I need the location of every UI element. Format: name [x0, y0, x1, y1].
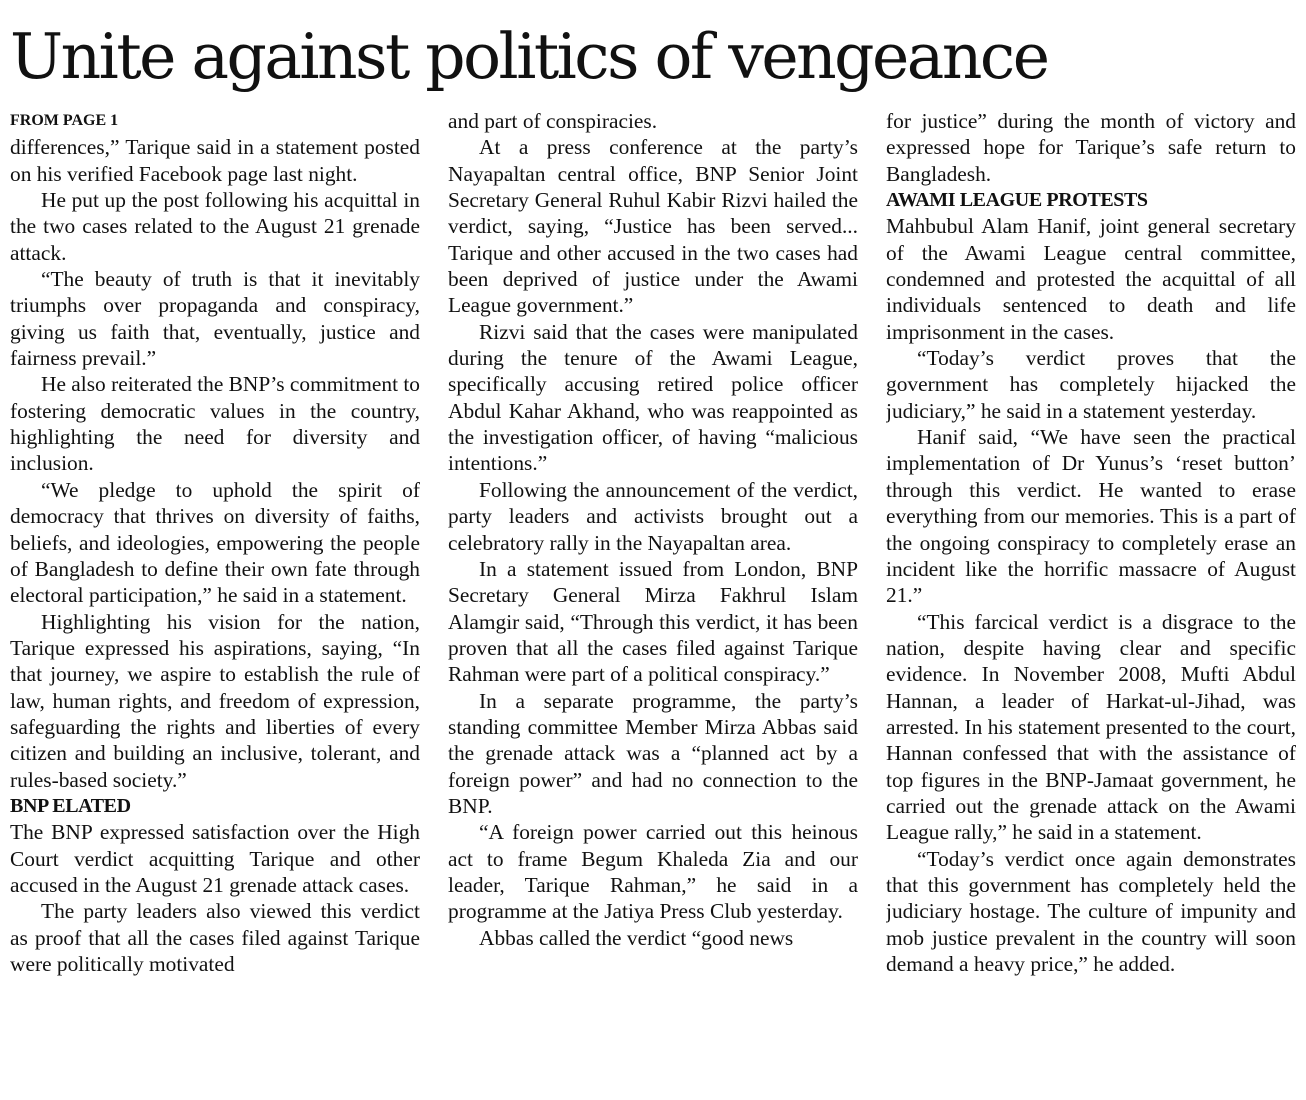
subheading-awami-league-protests: AWAMI LEAGUE PROTESTS: [886, 189, 1148, 212]
paragraph: At a press conference at the party’s Nayapaltan central office, BNP Senior Joint Secretary General Ruhul Kabir Rizvi hailed the verdict, saying, “Justice has been served... Tarique and other accused in the two cases had been deprived of justice under the Awami League government.”: [448, 135, 858, 318]
paragraph: Following the announcement of the verdict, party leaders and activists brought out a celebratory rally in the Nayapaltan area.: [448, 477, 858, 555]
paragraph: Highlighting his vision for the nation, Tarique expressed his aspirations, saying, “In that journey, we aspire to establish the rule of law, human rights, and freedom of expression, safeguarding the rights and liberties of every citizen and building an inclusive, tolerant, and rules-based society.”: [10, 609, 420, 792]
paragraph: for justice” during the month of victory and expressed hope for Tarique’s safe return to Bangladesh.: [886, 109, 1296, 186]
paragraph: The BNP expressed satisfaction over the High Court verdict acquitting Tarique and other accused in the August 21 grenade attack cases.: [10, 820, 420, 897]
article-column-2: [448, 108, 858, 1092]
paragraph: “Today’s verdict once again demonstrates that this government has completely held the judiciary hostage. The culture of impunity and mob justice prevalent in the country will soon demand a heavy price,” he added.: [886, 846, 1296, 976]
article-column-3: [886, 108, 1296, 1092]
headline: Unite against politics of vengeance: [10, 20, 1048, 93]
subheading-bnp-elated: BNP ELATED: [10, 794, 131, 817]
paragraph: “We pledge to uphold the spirit of democracy that thrives on diversity of faiths, beliefs, and ideologies, empowering the people of Bangladesh to define their own fate through electoral participation,” he said in a statement.: [10, 477, 420, 608]
paragraph: Mahbubul Alam Hanif, joint general secretary of the Awami League central committee, condemned and protested the acquittal of all individuals sentenced to death and life imprisonment in the cases.: [886, 214, 1296, 344]
paragraph: In a separate programme, the party’s standing committee Member Mirza Abbas said the grenade attack was a “planned act by a foreign power” and had no connection to the BNP.: [448, 688, 858, 818]
paragraph: Abbas called the verdict “good news: [479, 925, 794, 950]
paragraph: “The beauty of truth is that it inevitably triumphs over propaganda and conspiracy, giving us faith that, eventually, justice and fairness prevail.”: [10, 267, 420, 371]
paragraph: “A foreign power carried out this heinous act to frame Begum Khaleda Zia and our leader, Tarique Rahman,” he said in a programme at the Jatiya Press Club yesterday.: [448, 820, 858, 924]
jump-label: FROM PAGE 1: [10, 112, 119, 129]
paragraph: “This farcical verdict is a disgrace to the nation, despite having clear and specific evidence. In November 2008, Mufti Abdul Hannan, a leader of Harkat-ul-Jihad, was arrested. In his statement presented to the court, Hannan confessed that with the assistance of top figures in the BNP-Jamaat government, he carried out the grenade attack on the Awami League rally,” he said in a statement.: [886, 609, 1296, 845]
paragraph: He put up the post following his acquittal in the two cases related to the August 21 grenade attack.: [10, 188, 420, 265]
paragraph: Rizvi said that the cases were manipulated during the tenure of the Awami League, specifically accusing retired police officer Abdul Kahar Akhand, who was reappointed as the investigation officer, of having “malicious intentions.”: [448, 319, 858, 476]
paragraph: In a statement issued from London, BNP Secretary General Mirza Fakhrul Islam Alamgir said, “Through this verdict, it has been proven that all the cases filed against Tarique Rahman were part of a political conspiracy.”: [448, 556, 858, 687]
paragraph: and part of conspiracies.: [448, 109, 658, 133]
paragraph: The party leaders also viewed this verdict as proof that all the cases filed against Tarique were politically motivated: [10, 899, 420, 976]
paragraph: “Today’s verdict proves that the government has completely hijacked the judiciary,” he said in a statement yesterday.: [886, 346, 1296, 423]
paragraph: differences,” Tarique said in a statement posted on his verified Facebook page last night.: [10, 135, 420, 186]
paragraph: He also reiterated the BNP’s commitment to fostering democratic values in the country, highlighting the need for diversity and inclusion.: [10, 372, 420, 476]
paragraph: Hanif said, “We have seen the practical implementation of Dr Yunus’s ‘reset button’ through this verdict. He wanted to erase everything from our memories. This is a part of the ongoing conspiracy to completely erase an incident like the horrific massacre of August 21.”: [886, 425, 1296, 608]
article-column-1: [10, 108, 420, 1092]
